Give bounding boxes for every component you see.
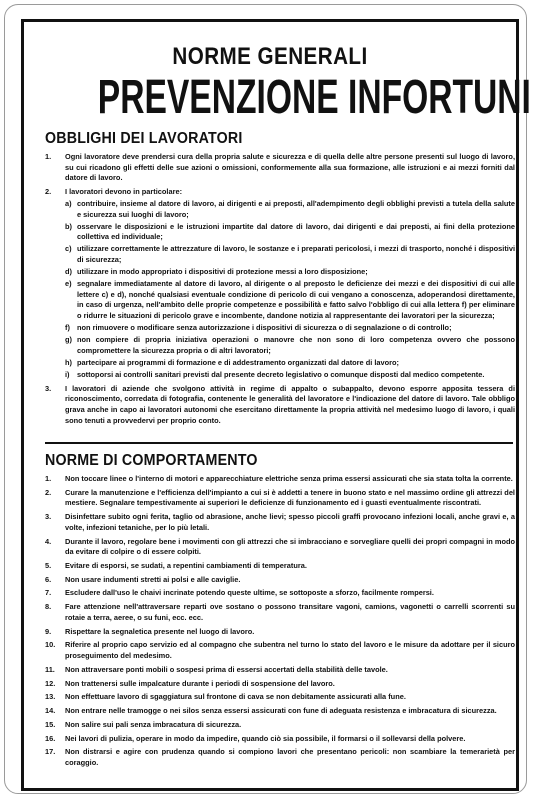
obblighi-item-1: 1. Ogni lavoratore deve prendersi cura della propria salute e sicurezza e di quella delle altre persone presenti sul luogo di lavoro, su cui ricadono gli effetti delle sue azioni o omissioni, conformemente alla sua formazione, alle istruzioni e ai mezzi forniti dal datore di lavoro. [45,152,515,183]
sub-item-h: h) partecipare ai programmi di formazione e di addestramento organizzati dal datore di lavoro; [65,357,399,367]
sub-item-d: d) utilizzare in modo appropriato i dispositivi di protezione messi a loro disposizione; [65,267,368,277]
obblighi-item-intro: I lavoratori devono in particolare: [65,186,183,196]
norme-item: 3. Disinfettare subito ogni ferita, taglio od abrasione, anche lievi; spesso piccoli graffi provocano infezioni locali, anche gravi e, a volte, infezioni tetaniche, per lo più letali. [45,512,515,532]
norme-item-text: Disinfettare subito ogni ferita, taglio od abrasione, anche lievi; spesso piccoli graffi provocano infezioni locali, anche gravi e, a volte, infezioni tetaniche, per lo più letali. [65,512,515,532]
norme-item: 16. Nei lavori di pulizia, operare in modo da impedire, quando ciò sia possibile, il formarsi o il sollevarsi della polvere. [45,733,466,743]
norme-item-text: Evitare di esporsi, se sudati, a repentini cambiamenti di temperatura. [65,560,307,570]
sub-item-e: e) segnalare immediatamente al datore di lavoro, al dirigente o al preposto le deficienze dei mezzi e dei dispositivi di cui alle lettere c) e d), nonché qualsiasi eventuale condizione di pericolo di cui vengano a conoscenza, adoperandosi direttamente, in caso di urgenza, nell'ambito delle proprie competenze e possibilità e fatto salvo l'obbligo di cui alla lettera f) per eliminare o ridurre le situazioni di pericolo grave e incombente, dandone notizia al rappresentante dei lavoratori per la sicurezza; [65,279,515,320]
norme-item: 5. Evitare di esporsi, se sudati, a repentini cambiamenti di temperatura. [45,560,307,570]
section-norme [45,452,515,772]
sub-item-f: f) non rimuovere o modificare senza autorizzazione i dispositivi di sicurezza o di segnalazione o di controllo; [65,323,452,333]
section-heading-obblighi: OBBLIGHI DEI LAVORATORI [45,130,243,147]
sub-item-g: g) non compiere di propria iniziativa operazioni o manovre che non sono di loro competenza ovvero che possono compromettere la sicurezza propria o di altri lavoratori; [65,335,515,355]
norme-item: 9. Rispettare la segnaletica presente nel luogo di lavoro. [45,626,255,636]
norme-item-text: Non salire sui pali senza imbracatura di sicurezza. [65,719,242,729]
obblighi-item-text: I lavoratori di aziende che svolgono attività in regime di appalto o subappalto, devono esporre apposita tessera di riconoscimento, corredata di fotografia, contenente le generalità del lavoratore e l'indicazione del datore di lavoro. Tale obbligo grava anche in capo ai lavoratori autonomi che esercitano direttamente la propria attività nel medesimo luogo di lavoro, i quali sono tenuti a provvedervi per proprio conto. [65,383,515,425]
norme-item-text: Non attraversare ponti mobili o sospesi prima di essersi accertati della stabilità delle tavole. [65,664,388,674]
norme-item-text: Nei lavori di pulizia, operare in modo da impedire, quando ciò sia possibile, il formarsi o il sollevarsi della polvere. [65,733,466,743]
norme-item: 13. Non effettuare lavoro di sgaggiatura sul frontone di cava se non debitamente assicurati alla fune. [45,692,406,702]
norme-item-text: Non distrarsi e agire con prudenza quando si compiono lavori che presentano pericoli: non scambiare la temerarietà per coraggio. [65,747,515,768]
norme-item: 1. Non toccare linee o l'interno di motori e apparecchiature elettriche senza prima essersi assicurati che sia stata tolta la corrente. [45,474,513,483]
norme-item-text: Riferire al proprio capo servizio ed al compagno che subentra nel turno lo stato del lavoro e le misure da adottare per il sicuro proseguimento del medesimo. [65,640,515,660]
obblighi-item-3: 3. I lavoratori di aziende che svolgono attività in regime di appalto o subappalto, devono esporre apposita tessera di riconoscimento, corredata di fotografia, contenente le generalità del lavoratore e l'indicazione del datore di lavoro. Tale obbligo grava anche in capo ai lavoratori autonomi che esercitano direttamente la propria attività nel medesimo luogo di lavoro, i quali sono tenuti a provvedervi per proprio conto. [45,383,515,425]
sign-subtitle: NORME GENERALI [172,43,368,70]
norme-item: 12. Non trattenersi sulle impalcature durante i periodi di sospensione del lavoro. [45,678,335,688]
norme-list [45,474,515,769]
sub-item-a: a) contribuire, insieme al datore di lavoro, ai dirigenti e ai preposti, all'adempimento degli obblighi previsti a tutela della salute e sicurezza sui luoghi di lavoro; [65,199,515,219]
norme-item-text: Non usare indumenti stretti ai polsi e alle caviglie. [65,574,241,584]
sub-item-c: c) utilizzare correttamente le attrezzature di lavoro, le sostanze e i preparati pericolosi, i mezzi di trasporto, nonché i dispositivi di sicurezza; [65,244,515,265]
section-heading-norme: NORME DI COMPORTAMENTO [45,452,258,469]
safety-sign [4,4,531,794]
section-divider [45,442,513,444]
sign-title: PREVENZIONE INFORTUNI [97,71,531,124]
norme-item: 10. Riferire al proprio capo servizio ed al compagno che subentra nel turno lo stato del lavoro e le misure da adottare per il sicuro proseguimento del medesimo. [45,640,515,660]
sub-item-b: b) osservare le disposizioni e le istruzioni impartite dal datore di lavoro, dai dirigenti e dai preposti, ai fini della protezione collettiva ed individuale; [65,221,515,242]
sign-frame [21,19,531,791]
norme-item: 6. Non usare indumenti stretti ai polsi e alle caviglie. [45,574,241,584]
norme-item-text: Escludere dall'uso le chaivi incrinate potendo queste ultime, se sottoposte a sforzo, facilmente rompersi. [65,588,434,598]
norme-item-text: Fare attenzione nell'attraversare reparti ove sostano o possono transitare vagoni, camions, vagonetti o carrelli scorrenti su rotaie a terra, aeree, o su funi, ecc. ecc. [65,602,515,622]
sign-header [24,43,531,124]
obblighi-item-text: Ogni lavoratore deve prendersi cura della propria salute e sicurezza e di quella delle altre persone presenti sul luogo di lavoro, su cui ricadono gli effetti delle sue azioni o omissioni, conformemente alla sua formazione, alle istruzioni e ai mezzi forniti dal datore di lavoro. [65,152,515,183]
norme-item-text: Non effettuare lavoro di sgaggiatura sul frontone di cava se non debitamente assicurati alla fune. [65,692,406,702]
norme-item: 7. Escludere dall'uso le chaivi incrinate potendo queste ultime, se sottoposte a sforzo, facilmente rompersi. [45,588,434,598]
norme-item: 4. Durante il lavoro, regolare bene i movimenti con gli attrezzi che si imbracciano e sorvegliare quelli dei propri compagni in modo da evitare di colpire o di essere colpiti. [45,536,515,557]
norme-item: 15. Non salire sui pali senza imbracatura di sicurezza. [45,719,242,729]
norme-item-text: Rispettare la segnaletica presente nel luogo di lavoro. [65,626,255,636]
obblighi-item-2: 2. I lavoratori devono in particolare: a) contribuire, insieme al datore di lavoro, ai dirigenti e ai preposti, all'adempimento degli obblighi previsti a tutela della salute e sicurezza sui luoghi di lavoro; b) osservare le disposizioni e le istruzioni impartite dal datore di lavoro, dai dirigenti e dai preposti, ai fini della protezione collettiva ed individuale; c) utilizzare correttamente le attrezzature di lavoro, le sostanze e i preparati pericolosi, i mezzi di trasporto, nonché i dispositivi di sicurezza; d) utilizzare in modo appropriato i dispositivi di protezione messi a loro disposizione; e) segnalare immediatamente al datore di lavoro, al dirigente o al preposto le deficienze dei mezzi e dei dispositivi di cui alle lettere c) e d), nonché qualsiasi eventuale condizione di pericolo di cui vengano a conoscenza, adoperandosi direttamente, in caso di urgenza, nell'ambito delle proprie competenze e possibilità e fatto salvo l'obbligo di cui alla lettera f) per eliminare o ridurre le situazioni di pericolo grave e incombente, dandone notizia al rappresentante dei lavoratori per la sicurezza; f) non rimuovere o modificare senza autorizzazione i dispositivi di sicurezza o di segnalazione o di controllo; g) non compiere di propria iniziativa operazioni o manovre che non sono di loro competenza ovvero che possono compromettere la sicurezza propria o di altri lavoratori; h) partecipare ai programmi di formazione e di addestramento organizzati dal datore di lavoro; i) sottoporsi ai controlli sanitari previsti dal presente decreto legislativo o comunque disposti dal medico competente. [45,186,515,379]
norme-item: 14. Non entrare nelle tramogge o nei silos senza essersi assicurati con fune di adeguata resistenza e imbracatura di sicurezza. [45,706,497,716]
norme-item-text: Non entrare nelle tramogge o nei silos senza essersi assicurati con fune di adeguata resistenza e imbracatura di sicurezza. [65,706,497,716]
norme-item: 17. Non distrarsi e agire con prudenza quando si compiono lavori che presentano pericoli: non scambiare la temerarietà per coraggio. [45,747,515,768]
norme-item-text: Durante il lavoro, regolare bene i movimenti con gli attrezzi che si imbracciano e sorvegliare quelli dei propri compagni in modo da evitare di colpire o di essere colpiti. [65,536,515,557]
norme-item: 8. Fare attenzione nell'attraversare reparti ove sostano o possono transitare vagoni, camions, vagonetti o carrelli scorrenti su rotaie a terra, aeree, o su funi, ecc. ecc. [45,602,515,622]
section-obblighi [45,130,515,429]
sub-item-i: i) sottoporsi ai controlli sanitari previsti dal presente decreto legislativo o comunque disposti dal medico competente. [65,369,485,379]
norme-item-text: Non toccare linee o l'interno di motori e apparecchiature elettriche senza prima essersi assicurati che sia stata tolta la corrente. [65,474,513,483]
norme-item: 11. Non attraversare ponti mobili o sospesi prima di essersi accertati della stabilità delle tavole. [45,664,388,674]
norme-item: 2. Curare la manutenzione e l'efficienza dell'impianto a cui si è addetti a tenere in buono stato e nel massimo ordine gli attrezzi del mestiere. Segnalare tempestivamente ai superiori le deficienze di funzionamento ed i guasti eventualmente riscontrati. [45,487,515,508]
norme-item-text: Non trattenersi sulle impalcature durante i periodi di sospensione del lavoro. [65,678,335,688]
norme-item-text: Curare la manutenzione e l'efficienza dell'impianto a cui si è addetti a tenere in buono stato e nel massimo ordine gli attrezzi del mestiere. Segnalare tempestivamente ai superiori le deficienze di funzionamento ed i guasti eventualmente riscontrati. [65,487,515,508]
